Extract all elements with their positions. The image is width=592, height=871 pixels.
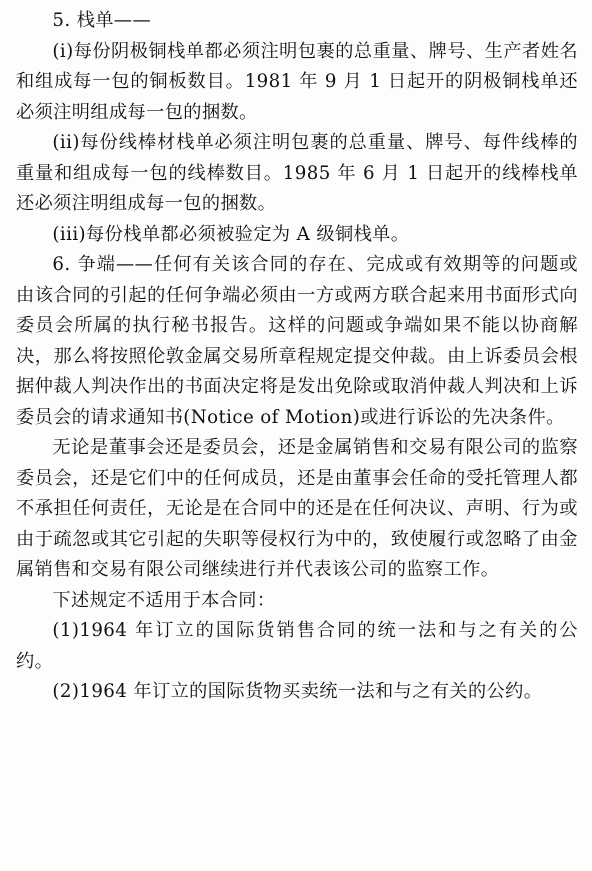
- clause-5-i: (i)每份阴极铜栈单都必须注明包裹的总重量、牌号、生产者姓名和组成每一包的铜板数目。1981 年 9 月 1 日起开的阴极铜栈单还必须注明组成每一包的捆数。: [16, 40, 578, 123]
- section-6-disputes: 6. 争端——任何有关该合同的存在、完成或有效期等的问题或由该合同的引起的任何争端必须由一方或两方联合起来用书面形式向委员会所属的执行秘书报告。这样的问题或争端如果不能以协商解决，那么将按照伦敦金属交易所章程规定提交仲裁。由上诉委员会根据仲裁人判决作出的书面决定将是发出免除或取消仲裁人判决和上诉委员会的请求通知书(Notice of Motion)或进行诉讼的先决条件。: [16, 254, 578, 428]
- exclusion-item-1: (1)1964 年订立的国际货销售合同的统一法和与之有关的公约。: [16, 620, 578, 672]
- exclusion-item-2: (2)1964 年订立的国际货物买卖统一法和与之有关的公约。: [52, 681, 543, 702]
- clause-5-ii: (ii)每份线棒材栈单必须注明包裹的总重量、牌号、每件线棒的重量和组成每一包的线棒数目。1985 年 6 月 1 日起开的线棒栈单还必须注明组成每一包的捆数。: [16, 132, 578, 214]
- clause-5-iii: (iii)每份栈单都必须被验定为 A 级铜栈单。: [52, 223, 410, 245]
- exclusions-intro: 下述规定不适用于本合同：: [52, 589, 276, 611]
- section-5-heading: 5. 栈单——: [52, 10, 152, 31]
- liability-paragraph: 无论是董事会还是委员会，还是金属销售和交易有限公司的监察委员会，还是它们中的任何成员，还是由董事会任命的受托管理人都不承担任何责任，无论是在合同中的还是在任何决议、声明、行为或由于疏忽或其它引起的失职等侵权行为中的，致使履行或忽略了由金属销售和交易有限公司继续进行并代表该公司的监察工作。: [16, 437, 578, 580]
